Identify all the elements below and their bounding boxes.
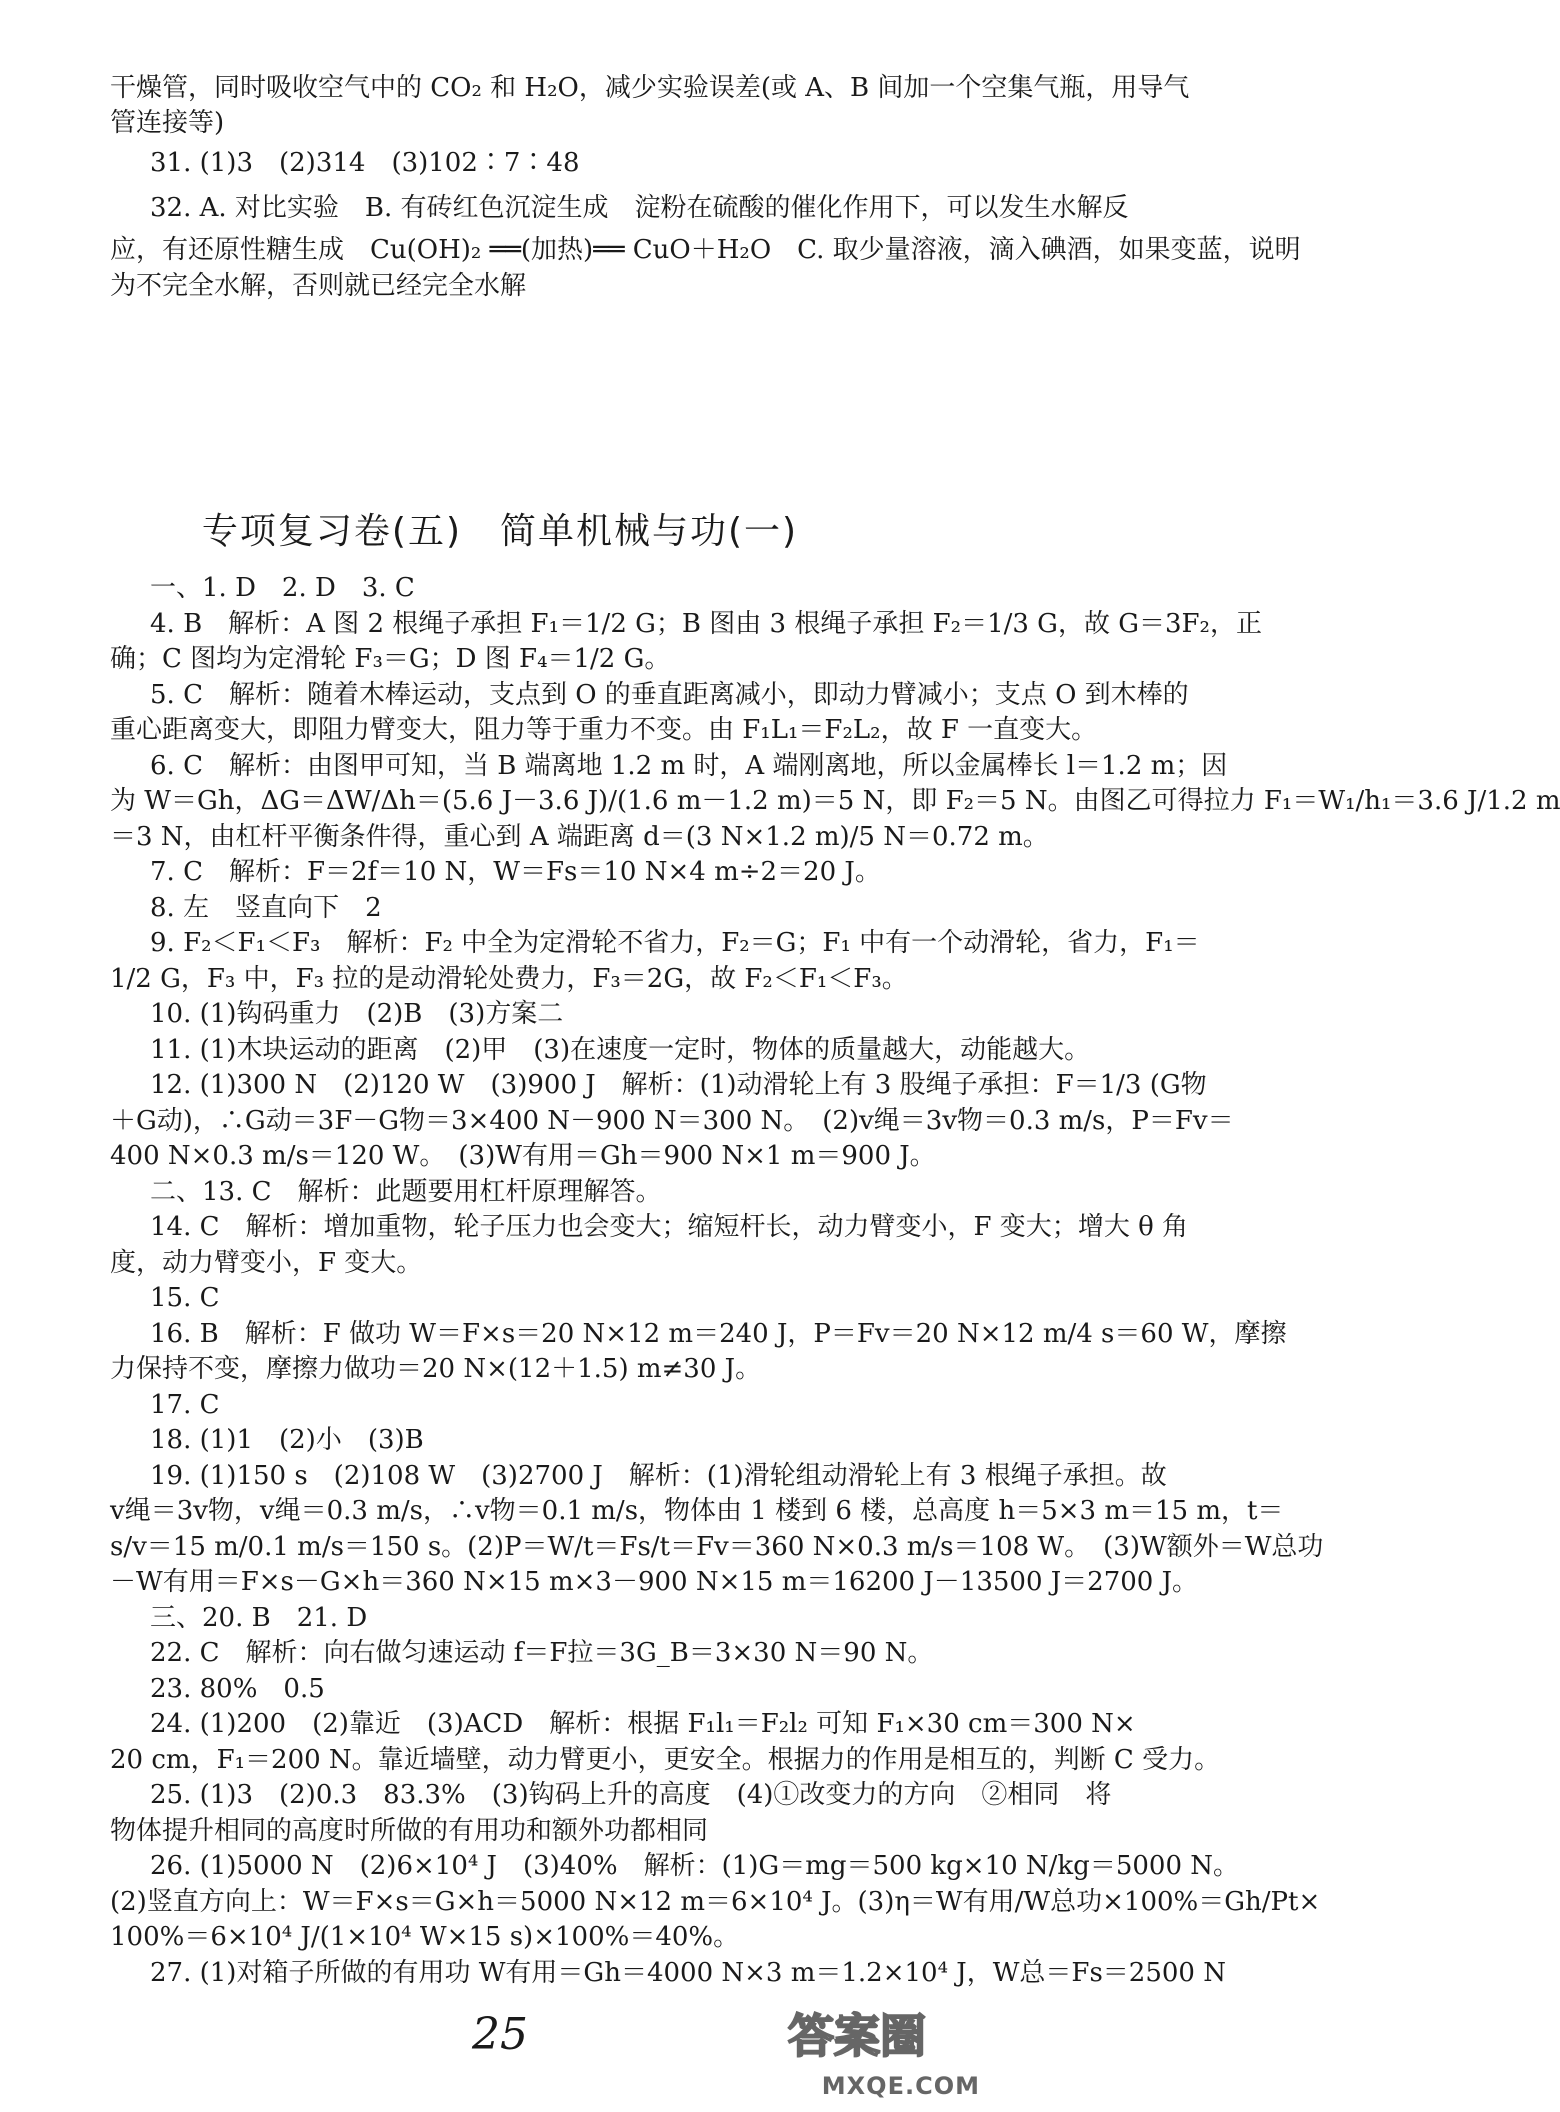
answer-line: (2)竖直方向上：W＝F×s＝G×h＝5000 N×12 m＝6×10⁴ J。(3)η＝W有用/W总功×100%＝Gh/Pt×	[110, 1887, 1321, 1917]
answer-line: 8. 左 竖直向下 2	[150, 893, 382, 923]
answer-line: 7. C 解析：F＝2f＝10 N，W＝Fs＝10 N×4 m÷2＝20 J。	[150, 857, 881, 887]
answer-line: 20 cm，F₁＝200 N。靠近墙壁，动力臂更小，更安全。根据力的作用是相互的，判断 C 受力。	[110, 1745, 1221, 1775]
answer-line: 度，动力臂变小，F 变大。	[110, 1248, 423, 1278]
answer-line: ＋G动)，∴G动＝3F－G物＝3×400 N－900 N＝300 N。 (2)v绳＝3v物＝0.3 m/s，P＝Fv＝	[110, 1106, 1234, 1136]
answer-line: v绳＝3v物，v绳＝0.3 m/s，∴v物＝0.1 m/s，物体由 1 楼到 6 楼，总高度 h＝5×3 m＝15 m，t＝	[110, 1496, 1284, 1526]
answer-line: 18. (1)1 (2)小 (3)B	[150, 1425, 424, 1455]
answer-line: 14. C 解析：增加重物，轮子压力也会变大；缩短杆长，动力臂变小，F 变大；增大 θ 角	[150, 1212, 1188, 1242]
answer-line: 10. (1)钩码重力 (2)B (3)方案二	[150, 999, 564, 1029]
answer-line: 9. F₂＜F₁＜F₃ 解析：F₂ 中全为定滑轮不省力，F₂＝G；F₁ 中有一个动滑轮，省力，F₁＝	[150, 928, 1200, 958]
answer-line: －W有用＝F×s－G×h＝360 N×15 m×3－900 N×15 m＝16200 J－13500 J＝2700 J。	[110, 1567, 1199, 1597]
answer-line: ＝3 N，由杠杆平衡条件得，重心到 A 端距离 d＝(3 N×1.2 m)/5 N＝0.72 m。	[110, 822, 1049, 852]
answer-line: 12. (1)300 N (2)120 W (3)900 J 解析：(1)动滑轮上有 3 股绳子承担：F＝1/3 (G物	[150, 1070, 1207, 1100]
answer-line: 19. (1)150 s (2)108 W (3)2700 J 解析：(1)滑轮组动滑轮上有 3 根绳子承担。故	[150, 1461, 1167, 1491]
answer-line: 力保持不变，摩擦力做功＝20 N×(12＋1.5) m≠30 J。	[110, 1354, 762, 1384]
answer-line: 31. (1)3 (2)314 (3)102∶7∶48	[150, 148, 580, 178]
answer-line: 27. (1)对箱子所做的有用功 W有用＝Gh＝4000 N×3 m＝1.2×10⁴ J，W总＝Fs＝2500 N	[150, 1958, 1226, 1988]
answer-line: 400 N×0.3 m/s＝120 W。 (3)W有用＝Gh＝900 N×1 m＝900 J。	[110, 1141, 936, 1171]
answer-line: 物体提升相同的高度时所做的有用功和额外功都相同	[110, 1816, 709, 1846]
answer-line: 24. (1)200 (2)靠近 (3)ACD 解析：根据 F₁l₁＝F₂l₂ 可知 F₁×30 cm＝300 N×	[150, 1709, 1136, 1739]
answer-line: 重心距离变大，即阻力臂变大，阻力等于重力不变。由 F₁L₁＝F₂L₂，故 F 一直变大。	[110, 715, 1098, 745]
answer-line: 6. C 解析：由图甲可知，当 B 端离地 1.2 m 时，A 端刚离地，所以金属棒长 l＝1.2 m；因	[150, 751, 1228, 781]
answer-line: 为 W＝Gh，ΔG＝ΔW/Δh＝(5.6 J－3.6 J)/(1.6 m－1.2 m)＝5 N，即 F₂＝5 N。由图乙可得拉力 F₁＝W₁/h₁＝3.6 J/1.2 m	[110, 786, 1560, 816]
answer-line: 15. C	[150, 1283, 220, 1313]
section-title: 专项复习卷(五) 简单机械与功(一)	[201, 511, 799, 552]
answer-line: 11. (1)木块运动的距离 (2)甲 (3)在速度一定时，物体的质量越大，动能越大。	[150, 1035, 1091, 1065]
watermark-logo-chars: 答案圈	[788, 2009, 926, 2063]
answer-line: 二、13. C 解析：此题要用杠杆原理解答。	[150, 1177, 662, 1207]
answer-line: 管连接等)	[110, 108, 225, 138]
answer-line: 25. (1)3 (2)0.3 83.3% (3)钩码上升的高度 (4)①改变力的方向 ②相同 将	[150, 1780, 1112, 1810]
watermark-text: MXQE.COM	[821, 2072, 980, 2100]
watermark-logo	[756, 1994, 986, 2104]
answer-line: 干燥管，同时吸收空气中的 CO₂ 和 H₂O，减少实验误差(或 A、B 间加一个空集气瓶，用导气	[110, 73, 1190, 103]
answer-line: 应，有还原性糖生成 Cu(OH)₂ ══(加热)══ CuO＋H₂O C. 取少量溶液，滴入碘酒，如果变蓝，说明	[110, 235, 1301, 265]
answer-line: 23. 80% 0.5	[150, 1674, 325, 1704]
answer-line: 1/2 G，F₃ 中，F₃ 拉的是动滑轮处费力，F₃＝2G，故 F₂＜F₁＜F₃。	[110, 964, 908, 994]
page-number: 25	[472, 2009, 528, 2060]
answer-line: 确；C 图均为定滑轮 F₃＝G；D 图 F₄＝1/2 G。	[110, 644, 671, 674]
answer-line: 三、20. B 21. D	[150, 1603, 368, 1633]
answer-line: 100%＝6×10⁴ J/(1×10⁴ W×15 s)×100%＝40%。	[110, 1922, 740, 1952]
answer-line: s/v＝15 m/0.1 m/s＝150 s。(2)P＝W/t＝Fs/t＝Fv＝360 N×0.3 m/s＝108 W。 (3)W额外＝W总功	[110, 1532, 1324, 1562]
answer-line: 26. (1)5000 N (2)6×10⁴ J (3)40% 解析：(1)G＝mg＝500 kg×10 N/kg＝5000 N。	[150, 1851, 1240, 1881]
answer-line: 一、1. D 2. D 3. C	[150, 573, 415, 603]
answer-line: 5. C 解析：随着木棒运动，支点到 O 的垂直距离减小，即动力臂减小；支点 O 到木棒的	[150, 680, 1189, 710]
answer-line: 17. C	[150, 1390, 220, 1420]
answer-line: 16. B 解析：F 做功 W＝F×s＝20 N×12 m＝240 J，P＝Fv＝20 N×12 m/4 s＝60 W，摩擦	[150, 1319, 1287, 1349]
answer-line: 为不完全水解，否则就已经完全水解	[110, 271, 527, 301]
answer-line: 32. A. 对比实验 B. 有砖红色沉淀生成 淀粉在硫酸的催化作用下，可以发生水解反	[150, 193, 1129, 223]
answer-line: 4. B 解析：A 图 2 根绳子承担 F₁＝1/2 G；B 图由 3 根绳子承担 F₂＝1/3 G，故 G＝3F₂，正	[150, 609, 1262, 639]
answer-line: 22. C 解析：向右做匀速运动 f＝F拉＝3G_B＝3×30 N＝90 N。	[150, 1638, 934, 1668]
